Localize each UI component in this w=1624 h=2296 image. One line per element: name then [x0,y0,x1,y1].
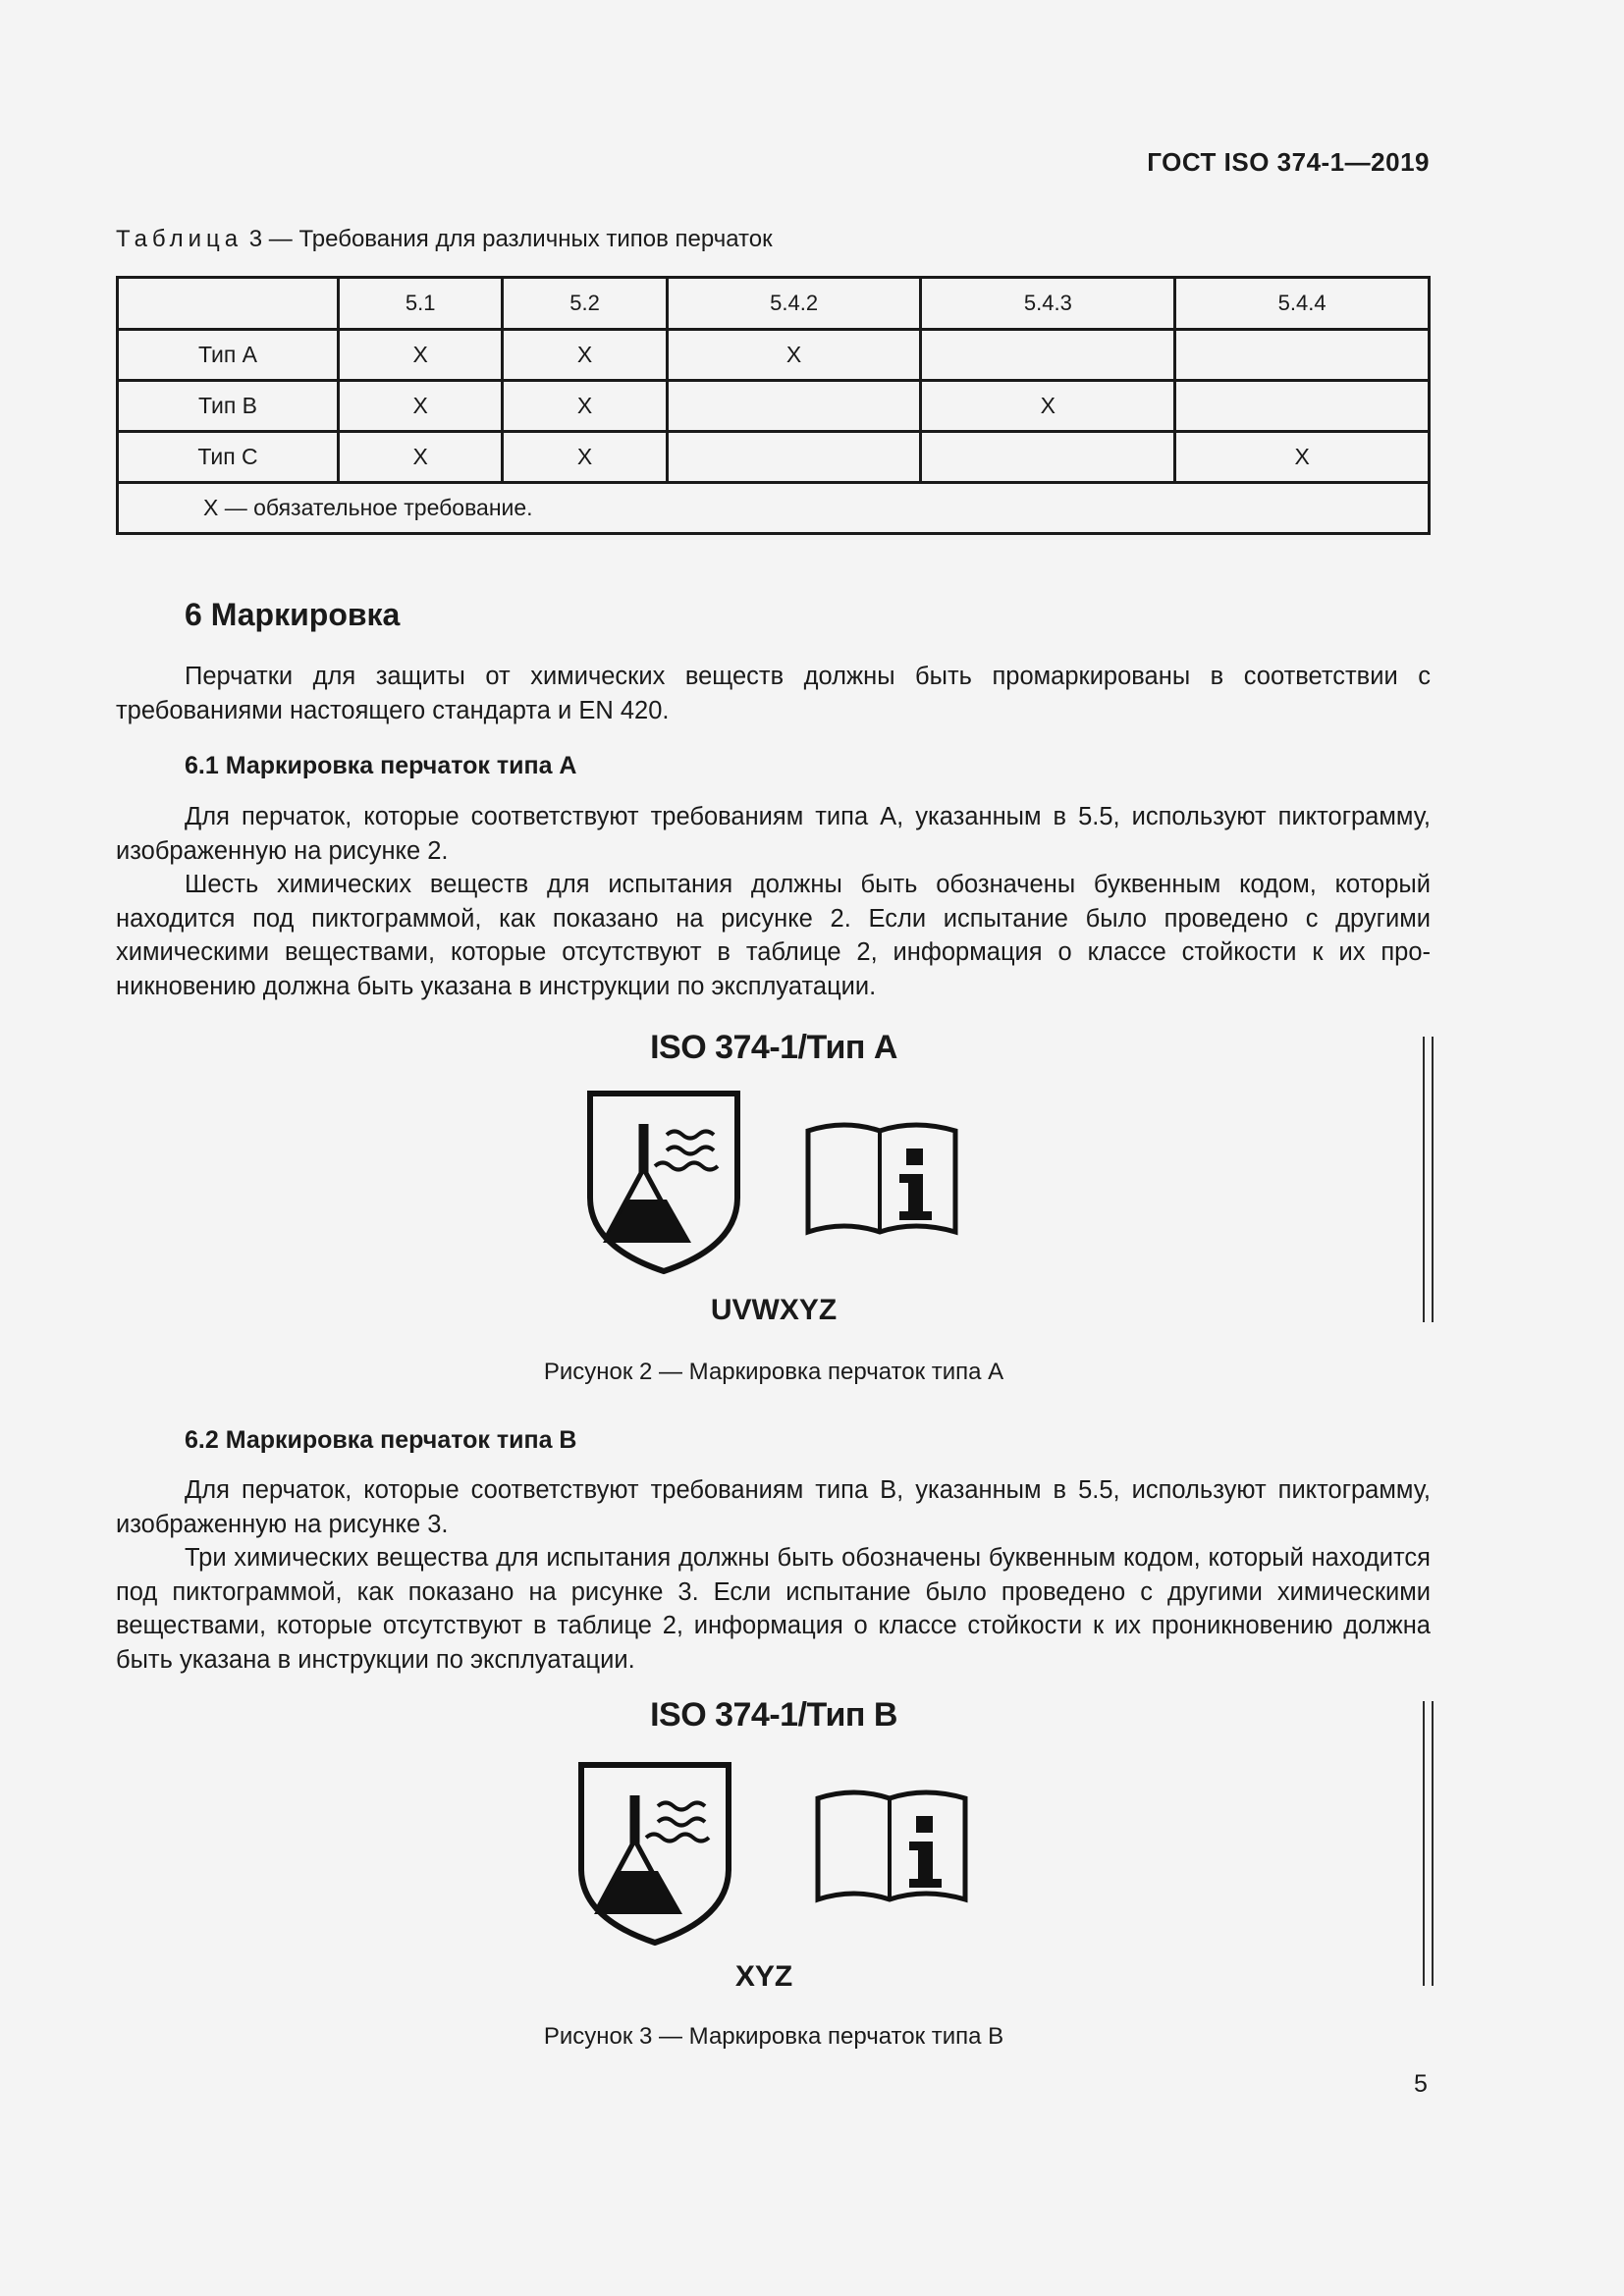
table-caption [116,226,773,253]
section-6-heading: 6 Маркировка [185,597,401,632]
information-book-icon [803,1119,960,1242]
table-cell [667,381,921,432]
table-row [118,381,1430,432]
figure-3-title: ISO 374-1/Тип B [650,1696,897,1734]
table-cell: X [339,381,503,432]
section-6-intro-text: Перчатки для защиты от химических веществ должны быть промаркированы в соответствии с требованиями настоящего стандарта и EN 420. [116,663,1431,724]
table-cell [667,432,921,483]
section-6-2-paragraph-2 [116,1541,1431,1677]
section-6-1-p1-text: Для перчаток, которые соответствуют требованиям типа A, указанным в 5.5, используют пиктограмму, изображенную на рисунке 2. [116,803,1431,865]
figure-2-caption: Рисунок 2 — Маркировка перчаток типа A [543,1359,1004,1385]
table-cell: X [339,432,503,483]
section-6-2-paragraph-1 [116,1473,1431,1541]
table-cell: X [667,330,921,381]
table-header-cell [118,278,339,330]
section-6-1-heading: 6.1 Маркировка перчаток типа A [185,752,577,779]
change-bar [1423,1037,1434,1322]
table-cell: X [503,381,667,432]
figure-3-code: XYZ [734,1960,793,1993]
table-note: X — обязательное требование. [118,483,1430,534]
page-number: 5 [1414,2070,1428,2098]
figure-2-title: ISO 374-1/Тип A [650,1029,897,1066]
table-cell: Тип A [118,330,339,381]
table-cell: X [503,330,667,381]
change-bar [1423,1701,1434,1986]
table-caption-text: 3 — Требования для различных типов перчаток [243,226,773,252]
table-cell: X [1175,432,1430,483]
table-cell [921,330,1175,381]
table-header-cell: 5.2 [503,278,667,330]
table-cell [1175,330,1430,381]
section-6-1-paragraph-2 [116,868,1431,1003]
chemical-protection-shield-icon [577,1761,734,1948]
document-header-id: ГОСТ ISO 374-1—2019 [1147,147,1430,177]
information-book-icon [813,1787,970,1909]
table-header-row [118,278,1430,330]
table-cell [1175,381,1430,432]
table-cell: X [921,381,1175,432]
table-header-cell: 5.1 [339,278,503,330]
section-6-2-p1-text: Для перчаток, которые соответствуют требованиям типа B, указанным в 5.5, используют пиктограмму, изображенную на рисунке 3. [116,1476,1431,1538]
table-row [118,330,1430,381]
table-header-cell: 5.4.3 [921,278,1175,330]
section-6-intro [116,660,1431,727]
table-cell: X [339,330,503,381]
table-cell [921,432,1175,483]
table-cell: X [503,432,667,483]
section-6-1-paragraph-1 [116,800,1431,868]
table-header-cell: 5.4.4 [1175,278,1430,330]
requirements-table [116,276,1431,535]
figure-3-caption: Рисунок 3 — Маркировка перчаток типа B [543,2023,1004,2050]
section-6-2-heading: 6.2 Маркировка перчаток типа B [185,1426,577,1454]
chemical-protection-shield-icon [586,1090,743,1276]
table-caption-prefix: Таблица [116,226,244,252]
table-note-row [118,483,1430,534]
table-cell: Тип B [118,381,339,432]
section-6-1-p2-text: Шесть химических веществ для испытания должны быть обозначены буквенным кодом, который находится под пиктограммой, как показано на рисунке 2. Если испытание было проведено с другими химическими веществами, которые отсутствуют в таблице 2, информация о классе стойкости к их проникновению должна быть указана в инструкции по эксплуатации. [116,871,1431,1000]
table-row [118,432,1430,483]
table-header-cell: 5.4.2 [667,278,921,330]
section-6-2-p2-text: Три химических вещества для испытания должны быть обозначены буквенным кодом, который находится под пиктограммой, как показано на рисунке 3. Если испытание было проведено с другими химическими веществами, которые отсутствуют в таблице 2, информация о классе стойкости к их проникновению должна быть указана в инструкции по эксплуатации. [116,1544,1431,1674]
figure-2-code: UVWXYZ [710,1294,838,1326]
table-cell: Тип C [118,432,339,483]
